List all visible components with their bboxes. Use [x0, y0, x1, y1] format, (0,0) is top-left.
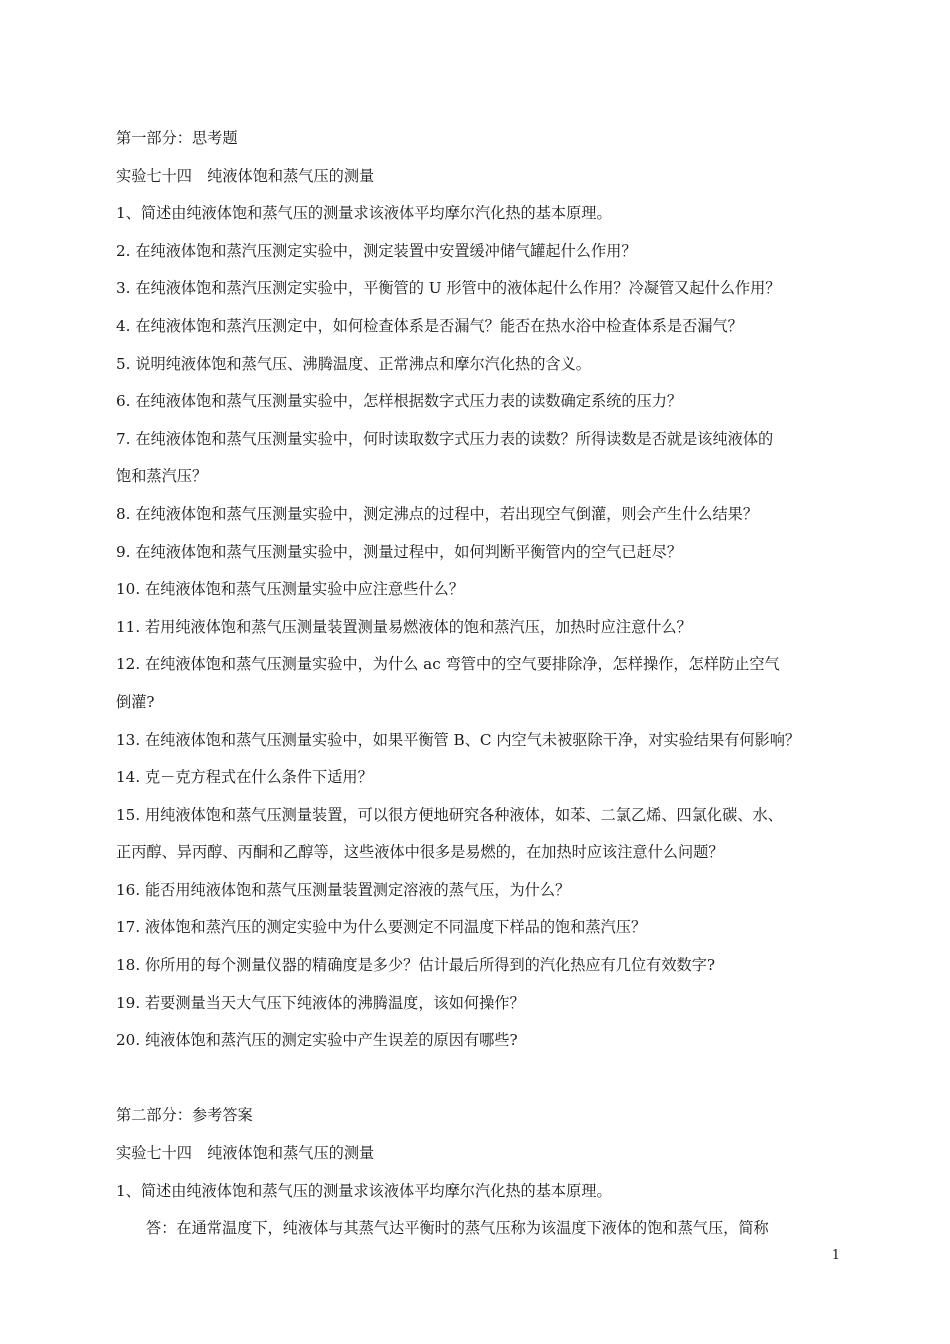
- question-line: 11. 若用纯液体饱和蒸气压测量装置测量易燃液体的饱和蒸汽压，加热时应注意什么？: [116, 617, 692, 636]
- question-line: 12. 在纯液体饱和蒸气压测量实验中，为什么 ac 弯管中的空气要排除净，怎样操作，怎样防止空气: [116, 655, 780, 674]
- question-line: 9. 在纯液体饱和蒸气压测量实验中，测量过程中，如何判断平衡管内的空气已赶尽？: [116, 542, 683, 561]
- question-line: 4. 在纯液体饱和蒸汽压测定中，如何检查体系是否漏气？能否在热水浴中检查体系是否漏气？: [116, 316, 743, 335]
- question-line: 倒灌?: [116, 692, 155, 711]
- question-line: 7. 在纯液体饱和蒸气压测量实验中，何时读取数字式压力表的读数？所得读数是否就是该纯液体的: [116, 429, 774, 448]
- question-line: 饱和蒸汽压？: [116, 467, 208, 486]
- question-line: 2. 在纯液体饱和蒸汽压测定实验中，测定装置中安置缓冲储气罐起什么作用？: [116, 241, 637, 260]
- question-line: 17. 液体饱和蒸汽压的测定实验中为什么要测定不同温度下样品的饱和蒸汽压？: [116, 918, 647, 937]
- question-line: 16. 能否用纯液体饱和蒸气压测量装置测定溶液的蒸气压，为什么？: [116, 880, 571, 899]
- question-line: 3. 在纯液体饱和蒸汽压测定实验中，平衡管的 U 形管中的液体起什么作用？冷凝管又起什么作用？: [116, 279, 781, 298]
- question-line: 20. 纯液体饱和蒸汽压的测定实验中产生误差的原因有哪些?: [116, 1031, 518, 1050]
- question-line: 14. 克－克方程式在什么条件下适用？: [116, 768, 373, 787]
- question-list: [116, 195, 856, 1060]
- question-line: 6. 在纯液体饱和蒸气压测量实验中，怎样根据数字式压力表的读数确定系统的压力？: [116, 392, 683, 411]
- page-number: 1: [831, 1248, 840, 1263]
- part1-heading: 第一部分：思考题: [116, 129, 238, 147]
- question-line: 正丙醇、异丙醇、丙酮和乙醇等，这些液体中很多是易燃的，在加热时应该注意什么问题？: [116, 843, 724, 862]
- question-line: 10. 在纯液体饱和蒸气压测量实验中应注意些什么？: [116, 580, 464, 599]
- section-gap: [116, 1060, 856, 1098]
- answer-paragraph: 答：在通常温度下，纯液体与其蒸气达平衡时的蒸气压称为该温度下液体的饱和蒸气压，简称: [146, 1219, 769, 1238]
- question-line: 15. 用纯液体饱和蒸气压测量装置，可以很方便地研究各种液体，如苯、二氯乙烯、四氯化碳、水、: [116, 805, 783, 824]
- answer-question: 1、简述由纯液体饱和蒸气压的测量求该液体平均摩尔汽化热的基本原理。: [116, 1181, 612, 1200]
- page-content: [116, 120, 856, 1248]
- question-line: 5. 说明纯液体饱和蒸气压、沸腾温度、正常沸点和摩尔汽化热的含义。: [116, 354, 591, 373]
- question-line: 18. 你所用的每个测量仪器的精确度是多少？估计最后所得到的汽化热应有几位有效数字?: [116, 956, 716, 975]
- part2-experiment-title: 实验七十四 纯液体饱和蒸气压的测量: [116, 1144, 375, 1163]
- question-line: 13. 在纯液体饱和蒸气压测量实验中，如果平衡管 B、C 内空气未被驱除干净，对实验结果有何影响？: [116, 730, 801, 749]
- question-line: 8. 在纯液体饱和蒸气压测量实验中，测定沸点的过程中，若出现空气倒灌，则会产生什么结果？: [116, 504, 759, 523]
- part1-experiment-title: 实验七十四 纯液体饱和蒸气压的测量: [116, 166, 375, 185]
- question-line: 1、简述由纯液体饱和蒸气压的测量求该液体平均摩尔汽化热的基本原理。: [116, 204, 612, 223]
- part2-heading: 第二部分：参考答案: [116, 1106, 253, 1125]
- question-line: 19. 若要测量当天大气压下纯液体的沸腾温度，该如何操作？: [116, 993, 525, 1012]
